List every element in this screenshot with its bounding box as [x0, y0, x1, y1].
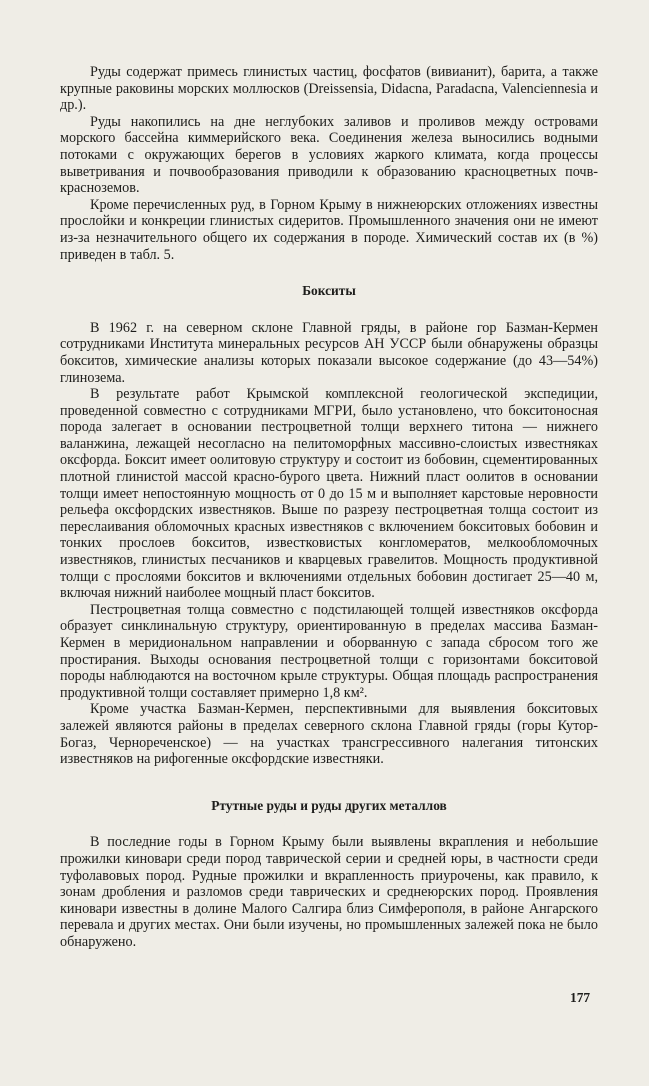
section-heading-mercury: Ртутные руды и руды других металлов: [211, 797, 447, 813]
paragraph: Руды накопились на дне неглубоких заливов и проливов между островами морского бассейна киммерийского века. Соединения железа выносились водными потоками с окружающих берегов в условиях жаркого климата, когда процессы выветривания и почвообразования приводили к образованию красноцветных почв-красноземов.: [60, 113, 598, 197]
page-number: 177: [570, 990, 591, 1005]
paragraph: Руды содержат примесь глинистых частиц, фосфатов (вивианит), барита, а также крупные раковины морских моллюсков (Dreissensia, Didacna, Paradacna, Valenciennesia и др.).: [60, 64, 598, 114]
paragraph: Пестроцветная толща совместно с подстилающей толщей известняков оксфорда образует синклинальную структуру, ориентированную в пределах массива Базман-Кермен в меридиональном направлении и оборванную с запада сбросом того же простирания. Выходы основания пестроцветной толщи с горизонтами бокситовой породы наблюдаются на восточном крыле структуры. Общая площадь распространения продуктивной толщи составляет примерно 1,8 км².: [60, 601, 598, 701]
paragraph: Кроме перечисленных руд, в Горном Крыму в нижнеюрских отложениях известны прослойки и конкреции глинистых сидеритов. Промышленного значения они не имеют из-за незначительного общего их содержания в породе. Химический состав их (в %) приведен в табл. 5.: [60, 196, 598, 263]
paragraph: В результате работ Крымской комплексной геологической экспедиции, проведенной совместно с сотрудниками МГРИ, было установлено, что бокситоносная порода залегает в основании пестроцветной толщи верхнего титона — нижнего валанжина, лежащей несогласно на пелитоморфных массивно-слоистых известняках оксфорда. Боксит имеет оолитовую структуру и состоит из бобовин, сцементированных плотной глинистой массой красно-бурого цвета. Нижний пласт оолитов в основании толщи имеет непостоянную мощность от 0 до 15 м и выполняет карстовые неровности рельефа оксфордских известняков. Выше по разрезу пестроцветная толща состоит из переслаивания обломочных красных известняков с включением бокситовых бобовин и тонких прослоев бокситов, известковистых конгломератов, мелкообломочных известняков, глинистых песчаников и кварцевых гравелитов. Мощность продуктивной толщи с прослоями бокситов и включениями отдельных бобовин достигает 25—40 м, включая нижний наиболее мощный пласт бокситов.: [60, 386, 598, 602]
page-body: [60, 64, 598, 951]
paragraph: В 1962 г. на северном склоне Главной гряды, в районе гор Базман-Кермен сотрудниками Института минеральных ресурсов АН УССР были обнаружены образцы бокситов, химические анализы которых показали высокое содержание (до 43—54%) глинозема.: [60, 319, 598, 386]
paragraph: В последние годы в Горном Крыму были выявлены вкрапления и небольшие прожилки киновари среди пород таврической серии и средней юры, в частности среди туфолавовых пород. Рудные прожилки и вкрапленность приурочены, как правило, к зонам дробления и разломов среди таврических и среднеюрских пород. Проявления киновари известны в долине Малого Салгира близ Симферополя, в районе Ангарского перевала и других местах. Они были изучены, но промышленных залежей пока не было обнаружено.: [60, 834, 598, 950]
paragraph: Кроме участка Базман-Кермен, перспективными для выявления бокситовых залежей являются районы в пределах северного склона Главной гряды (горы Кутор-Богаз, Чернореченское) — на участках трансгрессивного налегания титонских известняков на рифогенные оксфордские известняки.: [60, 701, 598, 768]
section-heading-boxites: Бокситы: [302, 283, 356, 299]
